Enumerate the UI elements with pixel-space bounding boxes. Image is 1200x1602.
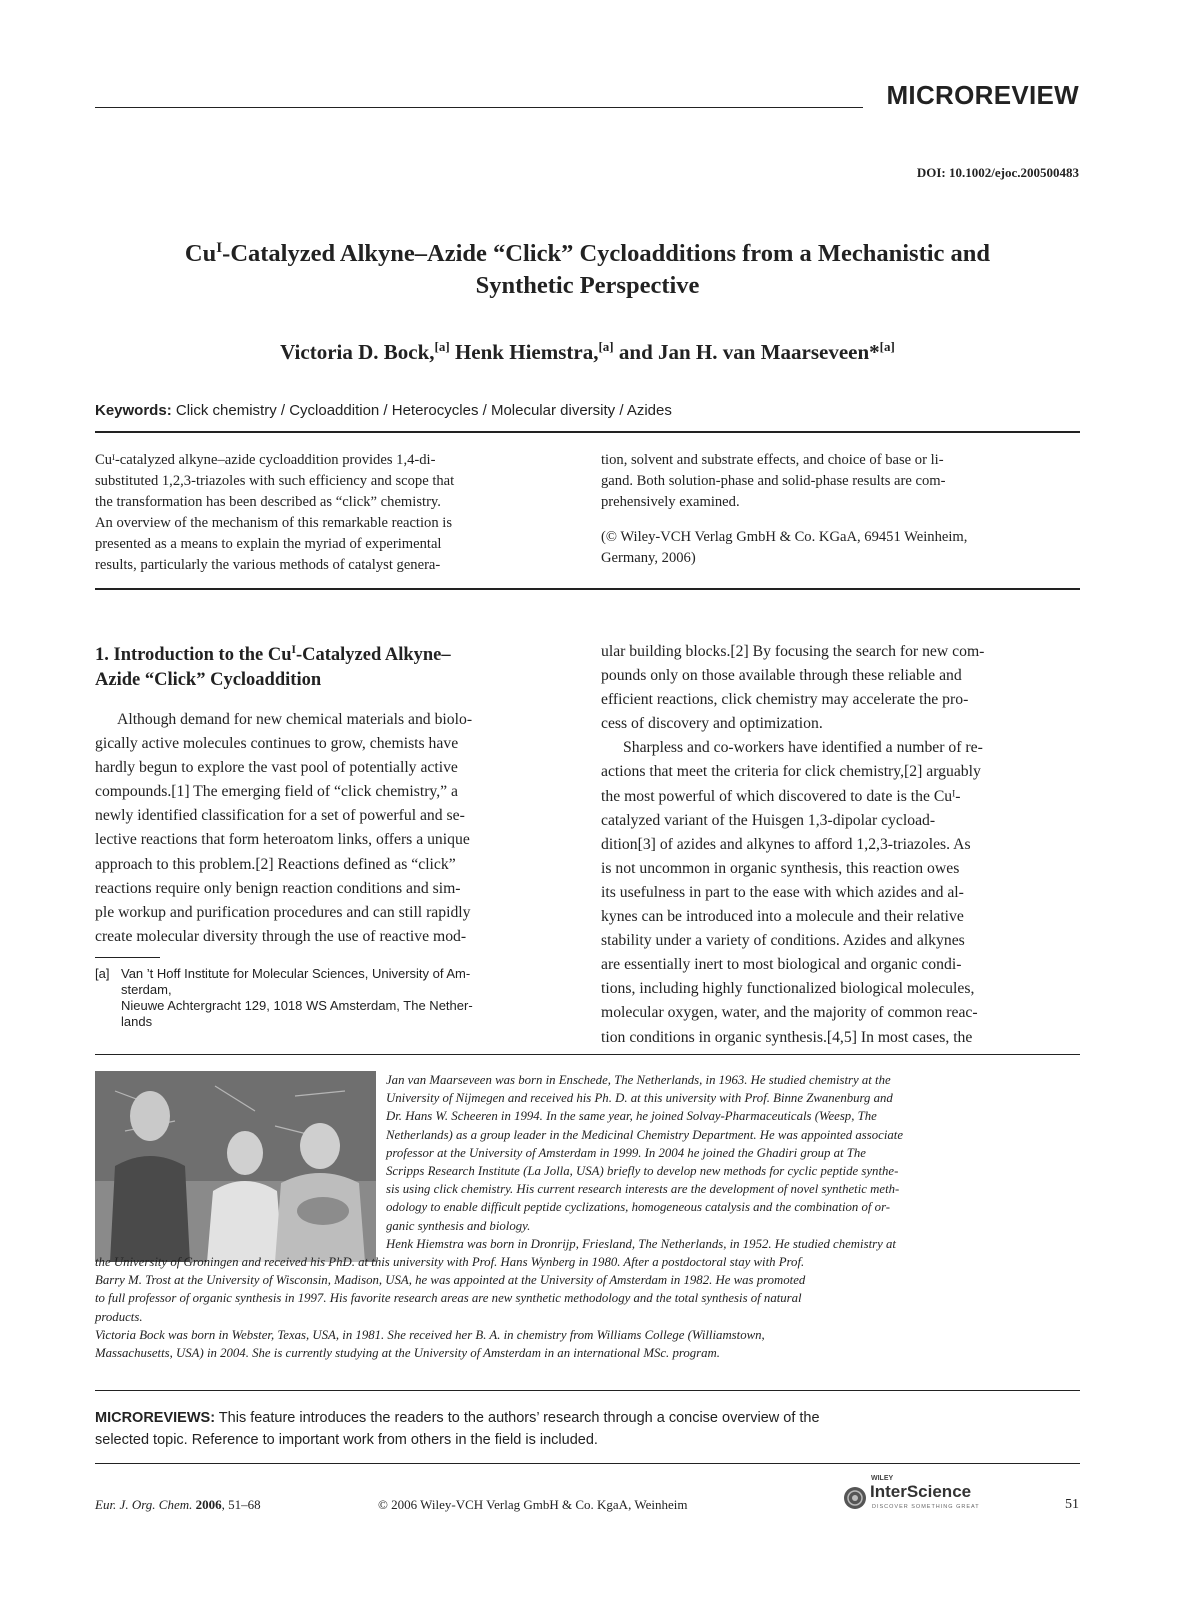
abstract-line: prehensively examined. [601, 494, 740, 510]
body-line: newly identified classification for a set of powerful and se- [95, 807, 465, 825]
abstract-line: presented as a means to explain the myriad of experimental [95, 536, 442, 552]
body-line: actions that meet the criteria for click chemistry,[2] arguably [601, 763, 981, 781]
doi: DOI: 10.1002/ejoc.200500483 [916, 165, 1079, 180]
abstract-line: substituted 1,2,3-triazoles with such efficiency and scope that [95, 473, 455, 489]
abstract-bottom-rule [95, 588, 1080, 590]
bio-line: ganic synthesis and biology. [386, 1218, 531, 1233]
bio-line: Barry M. Trost at the University of Wisconsin, Madison, USA, he was appointed at the University of Amsterdam in 1982. He was promoted [95, 1273, 806, 1288]
body-line: is not uncommon in organic synthesis, this reaction owes [601, 859, 960, 877]
logo-wiley: WILEY [871, 1475, 894, 1482]
bio-line: the University of Groningen and received his PhD. at this university with Prof. Hans Wynberg in 1980. After a postdoctoral stay with Prof. [95, 1255, 805, 1269]
bio-line: University of Nijmegen and received his Ph. D. at this university with Prof. Binne Zwanenburg and [386, 1091, 893, 1106]
abstract-right [601, 450, 1080, 569]
body-right-column [601, 640, 1080, 1050]
bio-line: products. [95, 1309, 143, 1324]
author-name: Henk Hiemstra, [449, 340, 599, 364]
logo-interscience: InterScience [870, 1482, 972, 1501]
bio-full [95, 1253, 1080, 1362]
header-rule [95, 107, 863, 108]
page-number: 51 [1065, 1497, 1079, 1512]
abstract-line: results, particularly the various methods of catalyst genera- [95, 557, 441, 573]
abstract-left [95, 450, 575, 576]
body-line: kynes can be introduced into a molecule and their relative [601, 908, 964, 926]
authors-photo [95, 1071, 376, 1262]
footer-rule [95, 1463, 1080, 1464]
section-heading: 1. Introduction to the $Cu^I$-Catalyzed Alkyne– Azide “Click” Cycloaddition [95, 643, 451, 690]
author-list [95, 340, 1080, 365]
body-line: efficient reactions, click chemistry may accelerate the pro- [601, 691, 969, 709]
body-line: create molecular diversity through the use of reactive mod- [95, 927, 467, 945]
abstract-line: tion, solvent and substrate effects, and choice of base or li- [601, 452, 944, 468]
author-affiliation: [a] [879, 339, 895, 354]
microreviews-note: MICROREVIEWS: This feature introduces the readers to the authors’ research through a concise overview of the selected topic. Reference to important work from others in the field is included. [95, 1410, 820, 1448]
body-line: tions, including highly functionalized biological molecules, [601, 980, 975, 998]
body-line: pounds only on those available through these reliable and [601, 667, 962, 685]
bio-line: Scripps Research Institute (La Jolla, USA) briefly to develop new methods for cyclic peptide synthe- [386, 1164, 899, 1179]
interscience-logo[interactable] [842, 1475, 1002, 1521]
body-line: stability under a variety of conditions. Azides and alkynes [601, 932, 965, 950]
abstract-top-rule [95, 431, 1080, 433]
footnote-rule [95, 957, 160, 958]
bio-line: sis using click chemistry. His current research interests are the development of novel synthetic meth- [386, 1182, 900, 1197]
journal-citation [95, 1497, 261, 1513]
article-title: $Cu^I$-Catalyzed Alkyne–Azide “Click” Cycloadditions from a Mechanistic and Synthetic Perspective [184, 238, 991, 299]
body-line: Sharpless and co-workers have identified a number of re- [623, 739, 983, 757]
body-line: gically active molecules continues to grow, chemists have [95, 735, 459, 753]
author-name: Victoria D. Bock, [280, 340, 435, 364]
keywords-label: Keywords: [95, 402, 172, 419]
body-line: tion conditions in organic synthesis.[4,5] In most cases, the [601, 1028, 973, 1046]
abstract-line: Cuᴵ-catalyzed alkyne–azide cycloaddition provides 1,4-di- [95, 452, 436, 468]
bio-line: odology to enable difficult peptide cyclizations, homogeneous catalysis and the combination of or- [386, 1200, 891, 1215]
authors-photo-graphic [95, 1071, 376, 1262]
logo-tagline: DISCOVER SOMETHING GREAT [872, 1504, 980, 1510]
affiliation-footnote: [a] Van ’t Hoff Institute for Molecular Sciences, University of Am- sterdam, Nieuwe Achtergracht 129, 1018 WS Amsterdam, The Nether- lands [95, 966, 473, 1029]
abstract-line: the transformation has been described as “click” chemistry. [95, 494, 441, 510]
bio-line: Netherlands) as a group leader in the Medicinal Chemistry Department. He was appointed associate [386, 1127, 904, 1142]
body-line: molecular oxygen, water, and the majority of common reac- [601, 1004, 978, 1022]
body-line: its usefulness in part to the ease with which azides and al- [601, 883, 964, 901]
microreviews-label: MICROREVIEWS: [95, 1410, 216, 1426]
body-line: dition[3] of azides and alkynes to afford 1,2,3-triazoles. As [601, 835, 971, 853]
bio-bottom-rule [95, 1390, 1080, 1391]
globe-icon [842, 1485, 868, 1511]
journal-year: 2006 [195, 1497, 222, 1512]
body-line: are essentially inert to most biological and organic condi- [601, 956, 962, 974]
keywords-list: Click chemistry / Cycloaddition / Heterocycles / Molecular diversity / Azides [171, 402, 672, 419]
body-left-column [95, 708, 575, 949]
bio-line: Henk Hiemstra was born in Dronrijp, Friesland, The Netherlands, in 1952. He studied chemistry at [386, 1236, 896, 1251]
copyright-line: (© Wiley-VCH Verlag GmbH & Co. KGaA, 69451 Weinheim, [601, 529, 968, 545]
body-line: lective reactions that form heteroatom links, offers a unique [95, 831, 470, 849]
bio-line: professor at the University of Amsterdam in 1999. In 2004 he joined the Ghadiri group at The [386, 1145, 866, 1160]
author-name: and Jan H. van Maarseveen* [613, 340, 880, 364]
footer-copyright: © 2006 Wiley-VCH Verlag GmbH & Co. KgaA, Weinheim [378, 1497, 688, 1512]
copyright-line: Germany, 2006) [601, 550, 696, 566]
keywords [95, 402, 672, 419]
bio-line: Victoria Bock was born in Webster, Texas, USA, in 1981. She received her B. A. in chemistry from Williams College (Williamstown, [95, 1327, 765, 1342]
bio-line: Massachusetts, USA) in 2004. She is currently studying at the University of Amsterdam in an international MSc. program. [95, 1346, 720, 1361]
bio-top-rule [95, 1054, 1080, 1055]
body-line: ple workup and purification procedures and can still rapidly [95, 903, 471, 921]
section-label: MICROREVIEW [886, 80, 1079, 110]
body-line: cess of discovery and optimization. [601, 715, 823, 733]
body-line: Although demand for new chemical materials and biolo- [117, 711, 473, 728]
author-affiliation: [a] [434, 339, 450, 354]
body-line: hardly begun to explore the vast pool of potentially active [95, 759, 458, 777]
body-line: compounds.[1] The emerging field of “click chemistry,” a [95, 783, 459, 801]
bio-line: Jan van Maarseveen was born in Enschede, The Netherlands, in 1963. He studied chemistry at the [386, 1073, 891, 1087]
body-line: catalyzed variant of the Huisgen 1,3-dipolar cycload- [601, 811, 936, 829]
journal-name: Eur. J. Org. Chem. [95, 1497, 193, 1512]
affiliation-marker: [a] [95, 966, 110, 981]
body-line: reactions require only benign reaction conditions and sim- [95, 879, 461, 897]
author-affiliation: [a] [598, 339, 614, 354]
abstract-line: An overview of the mechanism of this remarkable reaction is [95, 515, 453, 531]
body-line: the most powerful of which discovered to date is the Cuᴵ- [601, 787, 961, 805]
abstract-line: gand. Both solution-phase and solid-phase results are com- [601, 473, 946, 489]
bio-line: Dr. Hans W. Scheeren in 1994. In the same year, he joined Solvay-Pharmaceuticals (Weesp, The [386, 1109, 877, 1124]
journal-pages: , 51–68 [221, 1497, 261, 1512]
body-line: ular building blocks.[2] By focusing the search for new com- [601, 643, 985, 660]
bio-line: to full professor of organic synthesis in 1997. His favorite research areas are new synthetic methodology and the total synthesis of natural [95, 1291, 802, 1306]
body-line: approach to this problem.[2] Reactions defined as “click” [95, 855, 456, 873]
bio-wrap [386, 1071, 1080, 1253]
